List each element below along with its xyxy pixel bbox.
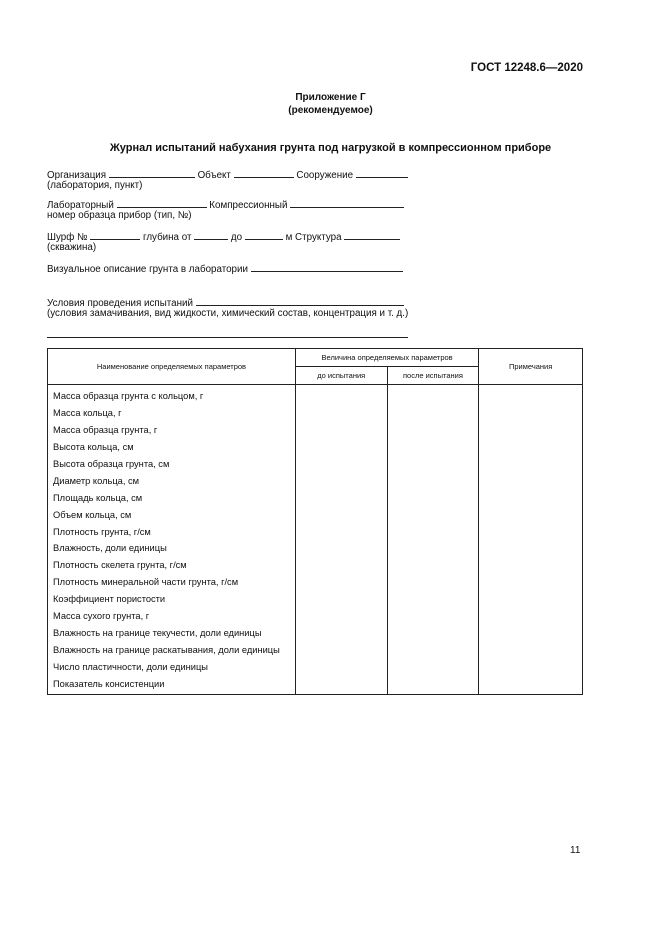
before-value-cell bbox=[295, 523, 387, 540]
param-name-cell: Влажность на границе текучести, доли единицы bbox=[48, 624, 296, 641]
before-value-cell bbox=[295, 641, 387, 658]
organization-label: Организация bbox=[47, 170, 107, 181]
before-value-cell bbox=[295, 385, 387, 405]
param-name-cell: Масса кольца, г bbox=[48, 405, 296, 422]
notes-cell bbox=[479, 641, 583, 658]
table-row bbox=[48, 456, 583, 473]
after-value-cell bbox=[387, 385, 479, 405]
test-parameters-table bbox=[47, 348, 583, 695]
param-name-cell: Влажность, доли единицы bbox=[48, 540, 296, 557]
notes-cell bbox=[479, 658, 583, 675]
depth-from-blank bbox=[194, 230, 228, 240]
notes-cell bbox=[479, 456, 583, 473]
before-value-cell bbox=[295, 608, 387, 625]
appendix-title: Приложение Г bbox=[295, 92, 366, 103]
before-value-cell bbox=[295, 557, 387, 574]
compression-label: Компрессионный bbox=[209, 200, 288, 211]
table-row bbox=[48, 385, 583, 405]
notes-cell bbox=[479, 523, 583, 540]
table-row bbox=[48, 472, 583, 489]
after-value-cell bbox=[387, 489, 479, 506]
depth-from-label: глубина от bbox=[142, 232, 192, 243]
pit-blank bbox=[90, 230, 140, 240]
col-header-param: Наименование определяемых параметров bbox=[48, 349, 296, 385]
pit-note: (скважина) bbox=[47, 242, 97, 253]
param-name-cell: Плотность скелета грунта, г/см bbox=[48, 557, 296, 574]
structure-blank bbox=[356, 168, 408, 178]
notes-cell bbox=[479, 540, 583, 557]
table-row bbox=[48, 557, 583, 574]
table-row bbox=[48, 624, 583, 641]
after-value-cell bbox=[387, 422, 479, 439]
notes-cell bbox=[479, 624, 583, 641]
after-value-cell bbox=[387, 641, 479, 658]
table-row bbox=[48, 506, 583, 523]
structure-label: Сооружение bbox=[296, 170, 354, 181]
journal-title: Журнал испытаний набухания грунта под нагрузкой в компрессионном приборе bbox=[109, 142, 552, 154]
object-blank bbox=[234, 168, 294, 178]
pit-label: Шурф № bbox=[47, 232, 88, 243]
conditions-extra-line bbox=[47, 337, 408, 338]
after-value-cell bbox=[387, 456, 479, 473]
before-value-cell bbox=[295, 574, 387, 591]
after-value-cell bbox=[387, 574, 479, 591]
table-row bbox=[48, 405, 583, 422]
param-name-cell: Объем кольца, см bbox=[48, 506, 296, 523]
after-value-cell bbox=[387, 608, 479, 625]
notes-cell bbox=[479, 385, 583, 405]
object-label: Объект bbox=[197, 170, 231, 181]
device-label: прибор (тип, №) bbox=[118, 210, 192, 221]
before-value-cell bbox=[295, 422, 387, 439]
col-header-notes: Примечания bbox=[479, 349, 583, 385]
col-header-before: до испытания bbox=[295, 367, 387, 385]
table-row bbox=[48, 675, 583, 694]
appendix-subtitle: (рекомендуемое) bbox=[288, 105, 373, 116]
notes-cell bbox=[479, 489, 583, 506]
compression-blank bbox=[290, 198, 404, 208]
notes-cell bbox=[479, 472, 583, 489]
param-name-cell: Влажность на границе раскатывания, доли единицы bbox=[48, 641, 296, 658]
field-row-visual bbox=[47, 262, 403, 275]
page-number: 11 bbox=[570, 845, 581, 856]
after-value-cell bbox=[387, 472, 479, 489]
notes-cell bbox=[479, 608, 583, 625]
before-value-cell bbox=[295, 439, 387, 456]
notes-cell bbox=[479, 405, 583, 422]
before-value-cell bbox=[295, 540, 387, 557]
after-value-cell bbox=[387, 624, 479, 641]
table-row bbox=[48, 439, 583, 456]
table-row bbox=[48, 608, 583, 625]
param-name-cell: Высота образца грунта, см bbox=[48, 456, 296, 473]
param-name-cell: Плотность минеральной части грунта, г/см bbox=[48, 574, 296, 591]
param-name-cell: Масса сухого грунта, г bbox=[48, 608, 296, 625]
meters-label: м bbox=[285, 232, 293, 243]
organization-blank bbox=[109, 168, 195, 178]
table-row bbox=[48, 523, 583, 540]
table-row bbox=[48, 658, 583, 675]
col-header-after: после испытания bbox=[387, 367, 479, 385]
visual-label: Визуальное описание грунта в лаборатории bbox=[47, 264, 248, 275]
soil-structure-label: Структура bbox=[295, 232, 342, 243]
param-name-cell: Коэффициент пористости bbox=[48, 591, 296, 608]
depth-to-label: до bbox=[230, 232, 243, 243]
after-value-cell bbox=[387, 523, 479, 540]
param-name-cell: Масса образца грунта с кольцом, г bbox=[48, 385, 296, 405]
sample-number-label: номер образца bbox=[47, 210, 116, 221]
notes-cell bbox=[479, 675, 583, 694]
before-value-cell bbox=[295, 506, 387, 523]
param-name-cell: Высота кольца, см bbox=[48, 439, 296, 456]
after-value-cell bbox=[387, 675, 479, 694]
param-name-cell: Число пластичности, доли единицы bbox=[48, 658, 296, 675]
visual-blank bbox=[251, 262, 403, 272]
param-name-cell: Показатель консистенции bbox=[48, 675, 296, 694]
table-row bbox=[48, 591, 583, 608]
before-value-cell bbox=[295, 658, 387, 675]
after-value-cell bbox=[387, 506, 479, 523]
laboratory-label: Лабораторный bbox=[47, 200, 114, 211]
field-row-pit bbox=[47, 230, 400, 243]
before-value-cell bbox=[295, 675, 387, 694]
notes-cell bbox=[479, 574, 583, 591]
laboratory-blank bbox=[117, 198, 207, 208]
param-name-cell: Диаметр кольца, см bbox=[48, 472, 296, 489]
soil-structure-blank bbox=[344, 230, 400, 240]
after-value-cell bbox=[387, 658, 479, 675]
after-value-cell bbox=[387, 591, 479, 608]
notes-cell bbox=[479, 557, 583, 574]
notes-cell bbox=[479, 439, 583, 456]
param-name-cell: Плотность грунта, г/см bbox=[48, 523, 296, 540]
before-value-cell bbox=[295, 489, 387, 506]
notes-cell bbox=[479, 422, 583, 439]
before-value-cell bbox=[295, 405, 387, 422]
before-value-cell bbox=[295, 591, 387, 608]
after-value-cell bbox=[387, 557, 479, 574]
table-row bbox=[48, 422, 583, 439]
notes-cell bbox=[479, 506, 583, 523]
depth-to-blank bbox=[245, 230, 283, 240]
before-value-cell bbox=[295, 472, 387, 489]
table-row bbox=[48, 641, 583, 658]
conditions-label: Условия проведения испытаний bbox=[47, 298, 193, 309]
table-row bbox=[48, 574, 583, 591]
before-value-cell bbox=[295, 456, 387, 473]
field-row-sample bbox=[47, 210, 192, 221]
table-row bbox=[48, 540, 583, 557]
col-header-value: Величина определяемых параметров bbox=[295, 349, 478, 367]
organization-note: (лаборатория, пункт) bbox=[47, 180, 143, 191]
after-value-cell bbox=[387, 540, 479, 557]
before-value-cell bbox=[295, 624, 387, 641]
param-name-cell: Масса образца грунта, г bbox=[48, 422, 296, 439]
conditions-note: (условия замачивания, вид жидкости, химический состав, концентрация и т. д.) bbox=[47, 308, 409, 319]
notes-cell bbox=[479, 591, 583, 608]
param-name-cell: Площадь кольца, см bbox=[48, 489, 296, 506]
standard-designation: ГОСТ 12248.6—2020 bbox=[470, 62, 583, 74]
after-value-cell bbox=[387, 439, 479, 456]
conditions-blank bbox=[196, 296, 404, 306]
after-value-cell bbox=[387, 405, 479, 422]
table-row bbox=[48, 489, 583, 506]
